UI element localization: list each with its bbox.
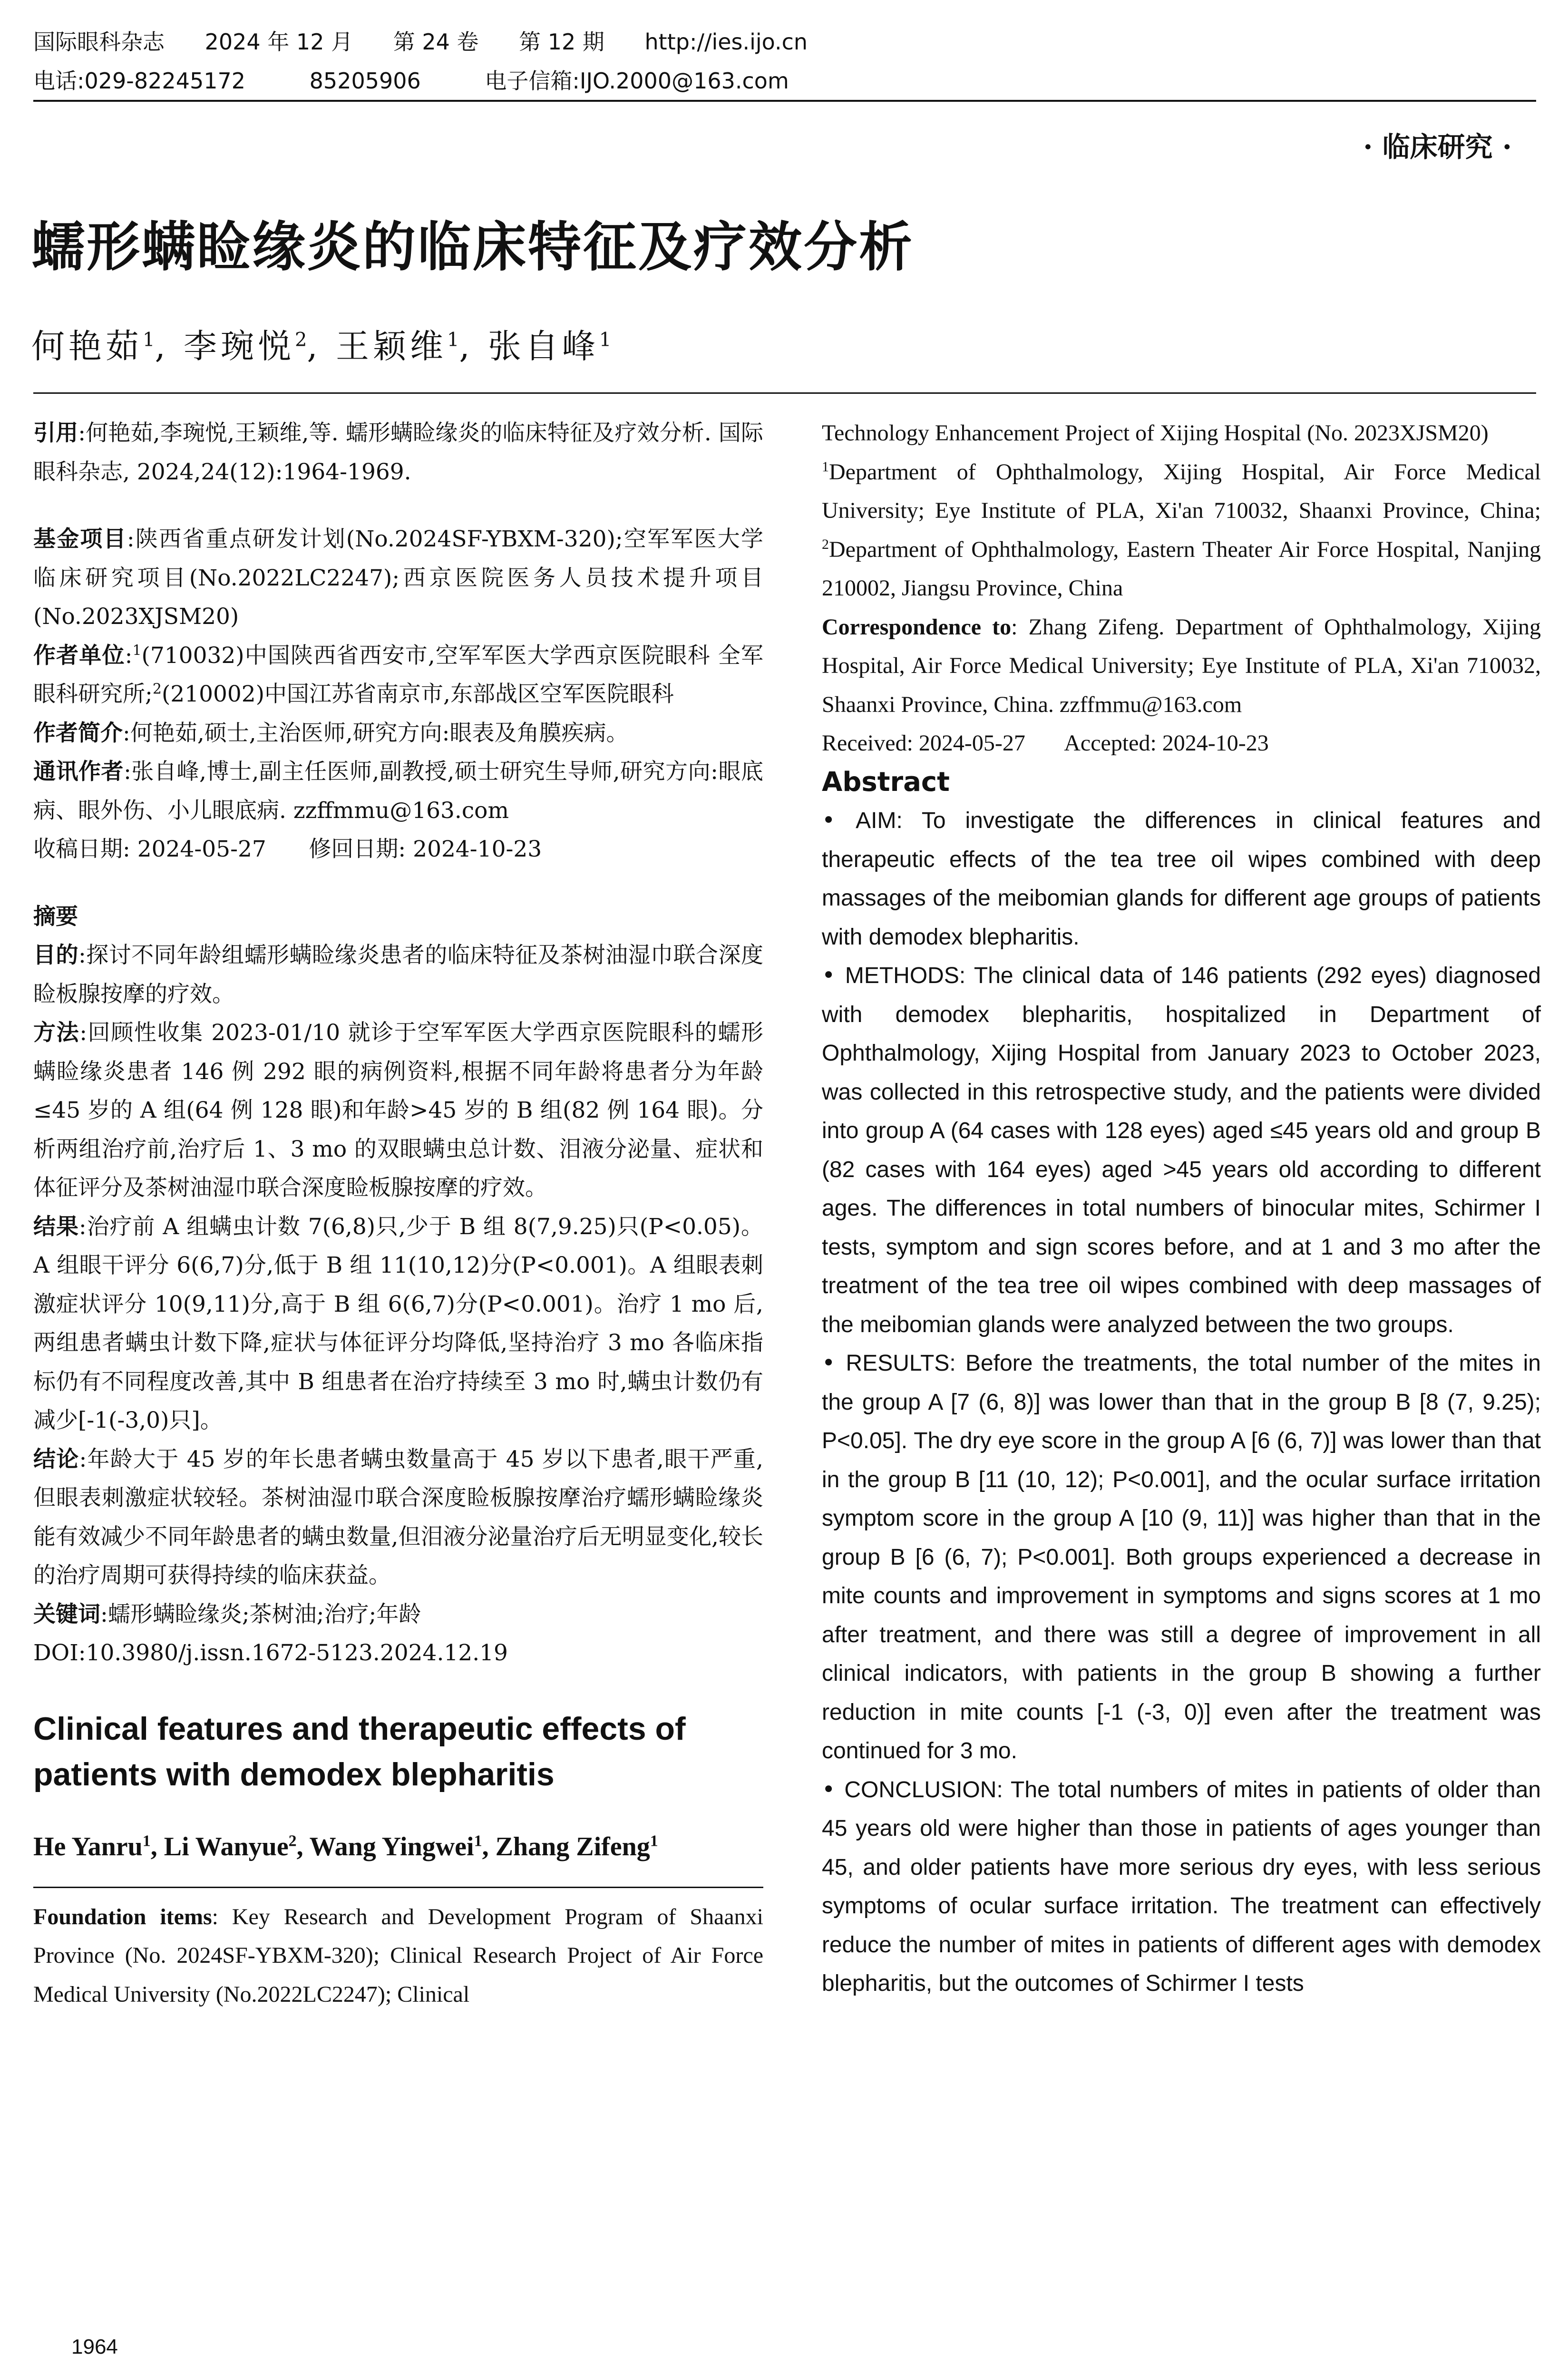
author-list: 何艳茹$^1$, 李琬悦$^2$, 王颖维$^1$, 张自峰$^1$: [31, 327, 612, 366]
revised-date: 修回日期: 2024-10-23: [309, 836, 542, 862]
abstract-heading: Abstract: [822, 766, 950, 798]
affiliation-1: $^1$Department of Ophthalmology, Xijing Hospital, Air Force Medical University; Eye Institute of PLA, Xi'an 710032, Shaanxi Province, China; $^2$Department of Ophthalmology, Eastern Theater Air Force Hospital, Nanjing 210002, Jiangsu Province, China: [822, 458, 1541, 601]
author-units: 作者单位:$^1$(710032)中国陕西省西安市,空军军医大学西京医院眼科 全军眼科研究所;$^2$(210002)中国江苏省南京市,东部战区空军医院眼科: [33, 642, 764, 707]
abstract-aim-cn: 目的:探讨不同年龄组蠕形螨睑缘炎患者的临床特征及茶树油湿巾联合深度睑板腺按摩的疗效。: [33, 942, 763, 1007]
affiliation-mark: 2: [294, 329, 307, 351]
author-name: Zhang Zifeng: [495, 1831, 650, 1861]
page-number: 1964: [71, 2335, 118, 2358]
received-date: 收稿日期: 2024-05-27: [33, 836, 266, 862]
abstract-conclusion: • CONCLUSION: The total numbers of mites in patients of older than 45 years old were higher than those in patients of ages younger than 45, and older patients have more serious dry eyes, with less serious symptoms of ocular surface irritation. The treatment can effectively reduce the number of mites in patients of different ages with demodex blepharitis, but the outcomes of Schirmer I tests: [822, 1776, 1541, 1996]
author-name: 王颖维: [335, 327, 447, 366]
english-title: Clinical features and therapeutic effects of patients with demodex blepharitis: [33, 1710, 686, 1792]
dates: [33, 830, 763, 869]
title-divider: [33, 392, 1536, 394]
corresponding-author: 通讯作者:张自峰,博士,副主任医师,副教授,硕士研究生导师,研究方向:眼底病、眼外伤、小儿眼底病. zzffmmu@163.com: [33, 759, 764, 824]
english-author-list: He Yanru$^1$, Li Wanyue$^2$, Wang Yingwei$^1$, Zhang Zifeng$^1$: [33, 1831, 658, 1861]
header-divider: [33, 100, 1536, 102]
contact-header: [33, 64, 846, 95]
abstract-methods-cn: 方法:回顾性收集 2023-01/10 就诊于空军军医大学西京医院眼科的蠕形螨睑缘炎患者 146 例 292 眼的病例资料,根据不同年龄将患者分为年龄≤45 岁的 A 组(64 例 128 眼)和年龄>45 岁的 B 组(82 例 164 眼)。分析两组治疗前,治疗后 1、3 mo 的双眼螨虫总计数、泪液分泌量、症状和体征评分及茶树油湿巾联合深度睑板腺按摩的疗效。: [33, 1020, 764, 1201]
section-label: · 临床研究 ·: [1363, 131, 1512, 163]
abstract-aim: • AIM: To investigate the differences in clinical features and therapeutic effects of the tea tree oil wipes combined with deep massages of the meibomian glands for different age groups of patients with demodex blepharitis.: [822, 807, 1541, 950]
email-link[interactable]: 电子信箱:IJO.2000@163.com: [485, 68, 789, 94]
affiliation-mark: 1: [143, 329, 155, 351]
foundation-items: Foundation items: Key Research and Development Program of Shaanxi Province (No. 2024SF-YBXM-320); Clinical Research Project of Air Force Medical University (No.2022LC2247); Clinical: [33, 1904, 763, 2007]
left-column: [33, 414, 763, 2014]
journal-name: 国际眼科杂志: [33, 29, 165, 55]
author-name: 何艳茹: [31, 327, 143, 366]
phone: 电话:029-82245172: [33, 68, 246, 94]
author-bio: 作者简介:何艳茹,硕士,主治医师,研究方向:眼表及角膜疾病。: [33, 720, 629, 746]
volume: 第 24 卷: [393, 29, 479, 55]
abstract-results-cn: 结果:治疗前 A 组螨虫计数 7(6,8)只,少于 B 组 8(7,9.25)只(P<0.05)。A 组眼干评分 6(6,7)分,低于 B 组 11(10,12)分(P<0.001)。A 组眼表刺激症状评分 10(9,11)分,高于 B 组 6(6,7)分(P<0.001)。治疗 1 mo 后,两组患者螨虫计数下降,症状与体征评分均降低,坚持治疗 3 mo 各临床指标仍有不同程度改善,其中 B 组患者在治疗持续至 3 mo 时,螨虫计数仍有减少[-1(-3,0)只]。: [33, 1213, 764, 1433]
foundation-items-continued: Technology Enhancement Project of Xijing Hospital (No. 2023XJSM20): [822, 420, 1489, 446]
correspondence: Correspondence to: Zhang Zifeng. Department of Ophthalmology, Xijing Hospital, Air Force Medical University; Eye Institute of PLA, Xi'an 710032, Shaanxi Province, China. zzffmmu@163.com: [822, 614, 1541, 717]
author-name: Wang Yingwei: [309, 1831, 474, 1861]
author-name: Li Wanyue: [164, 1831, 289, 1861]
article-title: 蠕形螨睑缘炎的临床特征及疗效分析: [31, 216, 914, 278]
doi: DOI:10.3980/j.issn.1672-5123.2024.12.19: [33, 1640, 508, 1666]
issue: 第 12 期: [519, 29, 604, 55]
author-name: 李琬悦: [183, 327, 295, 366]
abstract-heading-cn: 摘要: [33, 903, 78, 930]
funding: 基金项目:陕西省重点研发计划(No.2024SF-YBXM-320);空军军医大学临床研究项目(No.2022LC2247);西京医院医务人员技术提升项目(No.2023XJSM20): [33, 526, 763, 630]
phone-2: 85205906: [309, 68, 421, 94]
footnote-divider: [33, 1887, 763, 1888]
accepted-date: Accepted: 2024-10-23: [1064, 731, 1269, 756]
keywords-cn: 关键词:蠕形螨睑缘炎;茶树油;治疗;年龄: [33, 1601, 421, 1627]
author-name: He Yanru: [33, 1831, 143, 1861]
abstract-methods: • METHODS: The clinical data of 146 patients (292 eyes) diagnosed with demodex blepharitis, hospitalized in Department of Ophthalmology, Xijing Hospital from January 2023 to October 2023, was collected in this retrospective study, and the patients were divided into group A (64 cases with 128 eyes) aged ≤45 years old and group B (82 cases with 164 eyes) aged >45 years old according to different ages. The differences in total numbers of binocular mites, Schirmer I tests, symptom and sign scores before, and at 1 and 3 mo after the treatment of the tea tree oil wipes combined with deep massages of the meibomian glands were analyzed between the two groups.: [822, 962, 1541, 1337]
website-link[interactable]: http://ies.ijo.cn: [644, 29, 808, 55]
affiliation-mark: 1: [599, 329, 612, 351]
right-column: [822, 414, 1541, 2003]
affiliation-mark: 1: [447, 329, 459, 351]
journal-header: [33, 25, 841, 56]
issue-date: 2024 年 12 月: [205, 29, 353, 55]
author-name: 张自峰: [487, 327, 599, 366]
abstract-results: • RESULTS: Before the treatments, the total number of the mites in the group A [7 (6, 8)] was lower than that in the group B [8 (7, 9.25); P<0.05]. The dry eye score in the group A [6 (6, 7)] was lower than that in the group B [11 (10, 12); P<0.001], and the ocular surface irritation symptom score in the group A [10 (9, 11)] was higher than that in the group B [6 (6, 7); P<0.001]. Both groups experienced a decrease in mite counts and improvement in symptoms and signs scores at 1 mo after treatment, and there was still a degree of improvement in all clinical indicators, with patients in the group B showing a further reduction in mite counts [-1 (-3, 0)] even after the treatment was continued for 3 mo.: [822, 1350, 1541, 1763]
received-date: Received: 2024-05-27: [822, 731, 1025, 756]
citation: 引用:何艳茹,李琬悦,王颖维,等. 蠕形螨睑缘炎的临床特征及疗效分析. 国际眼科杂志, 2024,24(12):1964-1969.: [33, 420, 763, 485]
abstract-conclusion-cn: 结论:年龄大于 45 岁的年长患者螨虫数量高于 45 岁以下患者,眼干严重,但眼表刺激症状较轻。茶树油湿巾联合深度睑板腺按摩治疗蠕形螨睑缘炎能有效减少不同年龄患者的螨虫数量,但泪液分泌量治疗后无明显变化,较长的治疗周期可获得持续的临床获益。: [33, 1446, 763, 1588]
dates-en: [822, 724, 1541, 763]
